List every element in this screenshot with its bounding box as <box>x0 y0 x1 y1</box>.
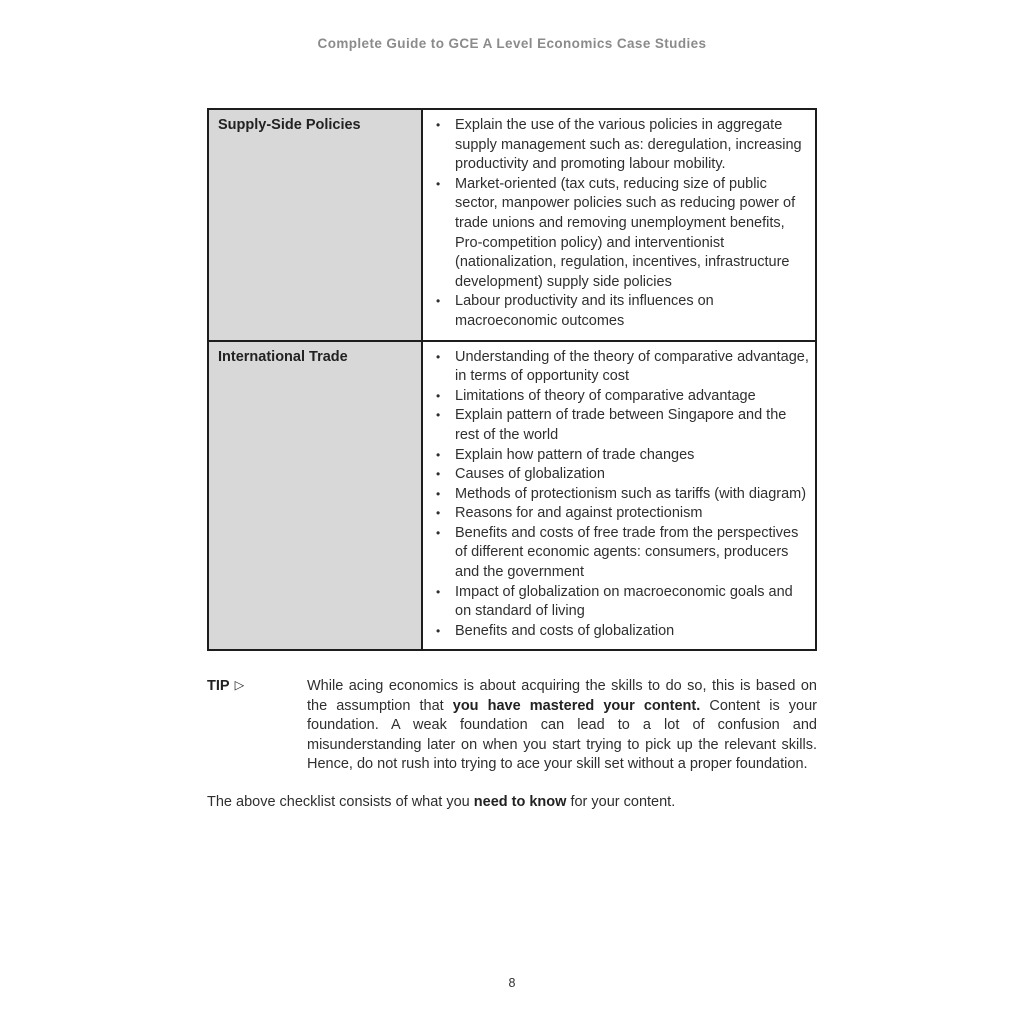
closing-text-bold: need to know <box>473 794 567 810</box>
row-heading-supply-side-policies: Supply-Side Policies <box>208 109 422 341</box>
closing-text-before: The above checklist consists of what you <box>207 794 474 810</box>
list-item <box>423 524 809 583</box>
tip-label <box>207 677 307 775</box>
list-item <box>423 622 809 642</box>
tip-label-text: TIP <box>207 678 230 694</box>
bullet-text: Explain how pattern of trade changes <box>455 446 695 463</box>
bullet-text: Labour productivity and its influences on macroeconomic outcomes <box>455 293 714 329</box>
row-heading-international-trade: International Trade <box>208 341 422 651</box>
list-item <box>423 175 809 293</box>
list-item <box>423 348 809 387</box>
list-item <box>423 485 809 505</box>
list-item <box>423 504 809 524</box>
bullet-text: Understanding of the theory of comparative advantage, in terms of opportunity cost <box>455 348 809 385</box>
page-number: 8 <box>508 976 516 990</box>
bullet-icon: • <box>436 118 441 132</box>
bullet-text: Explain the use of the various policies in aggregate supply management such as: deregulation, increasing productivity and promoting labour mobility. <box>455 117 802 173</box>
list-item <box>423 292 809 331</box>
tip-text-after: Content is your foundation. A weak foundation can lead to a lot of confusion and misunderstanding later on when you start trying to pick up the relevant skills. Hence, do not rush into trying to ace your skill set without a proper foundation. <box>307 697 817 773</box>
international-trade-bullet-list <box>423 348 809 642</box>
list-item <box>423 583 809 622</box>
list-item <box>423 465 809 485</box>
bullet-icon: • <box>436 486 441 501</box>
bullet-text: Methods of protectionism such as tariffs (with diagram) <box>455 485 807 502</box>
bullet-text: Reasons for and against protectionism <box>455 505 703 522</box>
tip-text-before: While acing economics is about acquiring the skills to do so, this is based on the assumption that <box>307 678 817 714</box>
bullet-icon: • <box>436 506 441 521</box>
bullet-icon: • <box>436 408 441 423</box>
triangle-right-icon: ▷ <box>234 678 245 692</box>
table-row <box>208 341 816 651</box>
bullet-text: Benefits and costs of globalization <box>455 622 675 639</box>
bullet-icon: • <box>436 388 441 403</box>
bullet-icon: • <box>436 584 441 599</box>
tip-text-bold: you have mastered your content. <box>452 697 701 714</box>
bullet-text: Impact of globalization on macroeconomic goals and on standard of living <box>455 583 793 620</box>
bullet-text: Causes of globalization <box>455 466 605 483</box>
bullet-icon: • <box>436 294 441 309</box>
bullet-icon: • <box>436 447 441 462</box>
list-item <box>423 387 809 407</box>
bullet-icon: • <box>436 467 441 482</box>
row-bullets-cell <box>422 109 816 341</box>
list-item <box>423 406 809 445</box>
bullet-text: Explain pattern of trade between Singapore and the rest of the world <box>455 407 787 443</box>
tip-text <box>307 677 817 775</box>
table-row <box>208 109 816 341</box>
bullet-text: Limitations of theory of comparative advantage <box>455 387 756 404</box>
supply-side-bullet-list <box>423 116 809 332</box>
list-item <box>423 116 809 175</box>
running-head: Complete Guide to GCE A Level Economics Case Studies <box>317 36 707 51</box>
row-bullets-cell <box>422 341 816 651</box>
closing-text-after: for your content. <box>566 794 676 810</box>
bullet-text: Market-oriented (tax cuts, reducing size of public sector, manpower policies such as reducing power of trade unions and removing unemployment benefits, Pro-competition policy) and interventionist (nationalization, regulation, incentives, infrastructure development) supply side policies <box>455 175 796 290</box>
bullet-icon: • <box>436 525 441 540</box>
content-checklist-table <box>207 108 817 651</box>
bullet-icon: • <box>436 176 441 191</box>
list-item <box>423 446 809 466</box>
bullet-text: Benefits and costs of free trade from the perspectives of different economic agents: consumers, producers and the government <box>455 524 799 581</box>
bullet-icon: • <box>436 623 441 638</box>
tip-callout <box>207 677 817 775</box>
bullet-icon: • <box>436 349 441 364</box>
closing-paragraph <box>207 793 827 813</box>
